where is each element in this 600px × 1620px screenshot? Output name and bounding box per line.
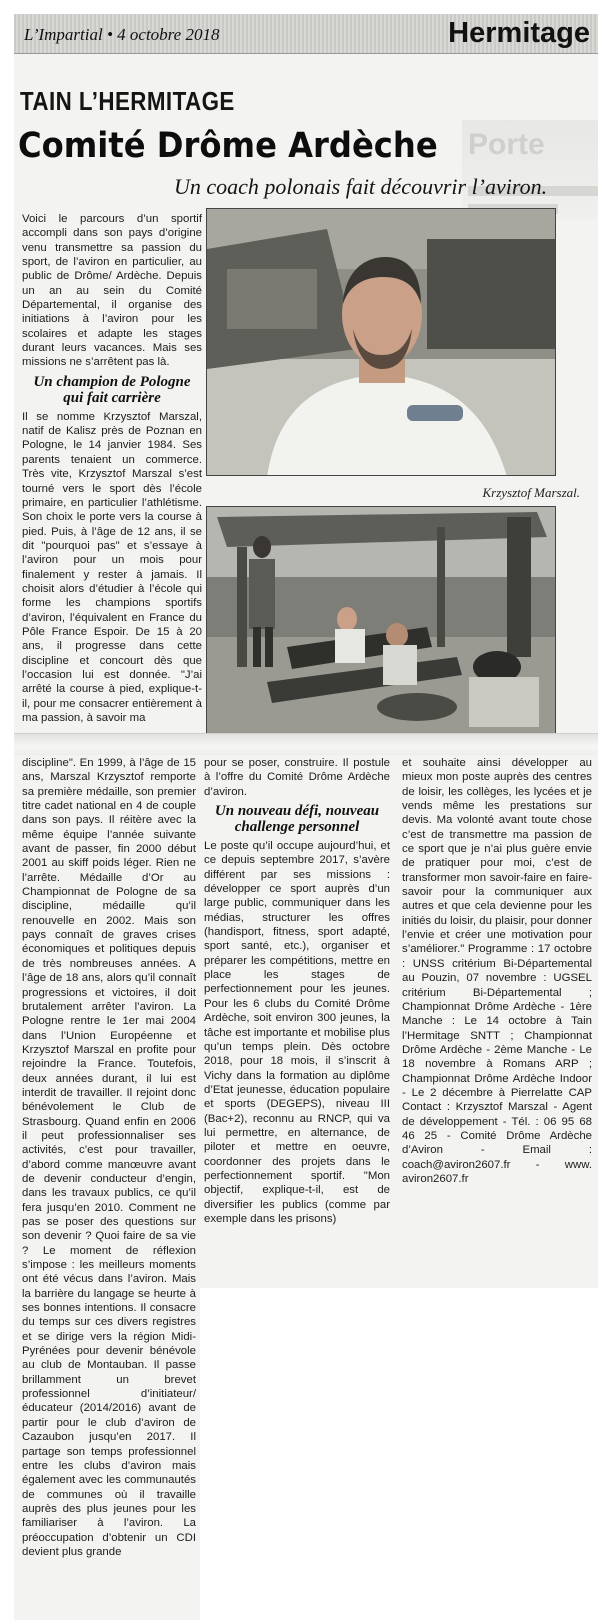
paper-date: L’Impartial • 4 octobre 2018 — [24, 25, 220, 44]
portrait-photo — [206, 208, 556, 476]
column-4 — [402, 756, 592, 1286]
column-1 — [22, 212, 202, 740]
column-1-body: Il se nomme Krzysztof Marszal, natif de Kalisz près de Poznan en Pologne, le 14 janvier 1984. Ses parents tenaient un commerce. Très vite, Krzysztof Marszal s’est tourné vers le sport dès l’école primaire, en particulier l’athlétisme. Son choix le porte vers la course à pied. Puis, à l’âge de 12 ans, il se dit "pourquoi pas" et s’essaye à l’aviron pour un mois pour finalement y rester à jamais. Il choisit alors d’étudier à l’école qui forme les champions sportifs d’aviron, l’équivalent en France du Pôle France Espoir. De 15 à 20 ans, il progresse dans cette discipline et concourt dès que l’occasion lui est donnée. "J’ai arrêté la course à pied, explique-t-il, pour me consacrer entièrement à ma passion, à savoir ma — [22, 410, 202, 724]
section-name: Hermitage — [448, 17, 590, 49]
clipping-left-column — [14, 740, 200, 1620]
newspaper-header-bar — [14, 14, 598, 54]
neighbor-article-fragment — [462, 120, 598, 220]
column-2 — [22, 756, 196, 1620]
subheading-new-challenge: Un nouveau défi, nouveau challenge personnel — [214, 803, 380, 836]
column-3-top: pour se poser, construire. Il postule à l’offre du Comité Drôme Ardèche d’aviron. — [204, 757, 390, 798]
article-kicker: TAIN L’HERMITAGE — [20, 86, 235, 116]
column-2-body: discipline". En 1999, à l’âge de 15 ans, Marszal Krzysztof remporte sa première médaille, son premier titre cadet national en 4 de couple dans son pays. Il réitère avec la même équipe l’année suivante avant de passer, fin 2000 début 2001 au skiff poids léger. Rien ne l’arrête. Médaille d’Or au Championnat de Pologne de sa discipline, médaille qu’il renouvelle en 2002. Mais son pays connaît de graves crises économiques et politiques depuis de très nombreuses années. A l’âge de 18 ans, alors qu’il connaît progressions et victoires, il doit brutalement arrêter l’aviron. La Pologne rentre le 1er mai 2004 dans l’Union Européenne et Krzysztof Marszal en profite pour rejoindre la France. Toutefois, deux années durant, il lui est interdit de travailler. Il rejoint donc bénévolement le Club de Strasbourg. Quand enfin en 2006 il peut professionnaliser ses activités, c’est pour travailler, d’abord comme manœuvre avant de devenir conducteur d’engin, dans les travaux publics, ce qu’il fera jusqu’en 2010. Comment ne pas se poser des questions sur son devenir ? Quoi faire de sa vie ? Le moment de réflexion s’impose : les meilleurs moments ont été vécus dans l’aviron. Mais la barrière du langage se heurte à ses bonnes intentions. Il consacre du temps sur ces divers registres et se dirige vers la région Midi-Pyrénées pour devenir bénévole au club de Montauban. Il passe brillamment un brevet professionnel d’initiateur/éducateur (2014/2016) avant de partir pour le club d’aviron de Cazaubon jusqu’en 2017. Il partage son temps professionnel entre les clubs d’aviron mais également avec les communautés de communes où il travaille auprès des plus jeunes pour les familiariser à l’aviron. La préoccupation d’obtenir un CDI devient plus grande — [22, 757, 196, 1558]
article-subtitle: Un coach polonais fait découvrir l’aviron. — [174, 174, 548, 199]
group-photo — [206, 506, 556, 738]
neighbor-headline: Porte — [468, 128, 545, 161]
group-photo-illustration — [207, 507, 556, 738]
clipping-bottom — [200, 740, 598, 1288]
portrait-illustration — [207, 209, 556, 476]
article-title: Comité Drôme Ardèche — [18, 126, 438, 166]
column-4-body: et souhaite ainsi développer au mieux mon poste auprès des centres de loisir, les collèges, les lycées et je vends même les prestations sur devis. Ma volonté avant toute chose c’est de transmettre ma passion de ce sport que je n’ai plus guère envie de pratiquer pour moi, c’est de transformer mon savoir-faire en faire-savoir pour la communiquer aux autres et que cela devienne pour les initiés du loisir, du plaisir, pour donner l’envie et créer une motivation pour s’améliorer." Programme : 17 octobre : UNSS critérium Bi-Départemental au Pouzin, 07 novembre : UGSEL critérium Bi-Départemental ; Championnat Drôme Ardèche - 1ère Manche : Le 14 octobre à Tain l’Hermitage SNTT ; Championnat Drôme Ardèche - 2ème Manche - Le 18 novembre à Romans ARP ; Championnat Drôme Ardèche Indoor - Le 2 décembre à Pierrelatte CAP Contact : Krzysztof Marszal - Agent de développement - Tél. : 06 95 68 46 25 - Comité Drôme Ardèche d’Aviron - Email : coach@aviron2607.fr - www. aviron2607.fr — [402, 757, 592, 1185]
article-intro: Voici le parcours d’un sportif accompli dans son pays d’origine venu transmettre sa passion du sport, de l’aviron en particulier, au public de Drôme/ Ardèche. Depuis un an au sein du Comité Départemental, il organise des initiations à l’aviron pour les scolaires et adapte les stages durant leurs vacances. Mais ses missions ne s’arrêtent pas là. — [22, 213, 202, 369]
column-3 — [204, 756, 390, 1286]
clipping-top — [14, 14, 598, 740]
column-3-body: Le poste qu’il occupe aujourd’hui, et ce depuis septembre 2017, s’avère différent par ses missions : développer ce sport auprès d’un large public, communiquer dans les médias, structurer les offres (handisport, fitness, sport adapté, sport santé, etc.), organiser et préparer les compétitions, mettre en place les stages de perfectionnement pour les jeunes. Pour les 6 clubs du Comité Drôme Ardèche, soit environ 300 jeunes, la tâche est importante et mobilise plus qu’un temps plein. Dès octobre 2018, pour 18 mois, il s’inscrit à Vichy dans la formation au diplôme d’Etat jeunesse, éducation populaire et sports (DEGEPS), niveau III (Bac+2), reconnu au RNCP, qui va lui permettre, en alternance, de piloter et mettre en oeuvre, coordonner des projets dans le perfectionnement sportif. "Mon objectif, explique-t-il, est de diversifier les publics (comme par exemple dans les prisons) — [204, 840, 390, 1225]
photo-caption: Krzysztof Marszal. — [482, 485, 580, 500]
paper-fold — [14, 733, 598, 755]
subheading-champion: Un champion de Pologne qui fait carrière — [33, 373, 191, 406]
